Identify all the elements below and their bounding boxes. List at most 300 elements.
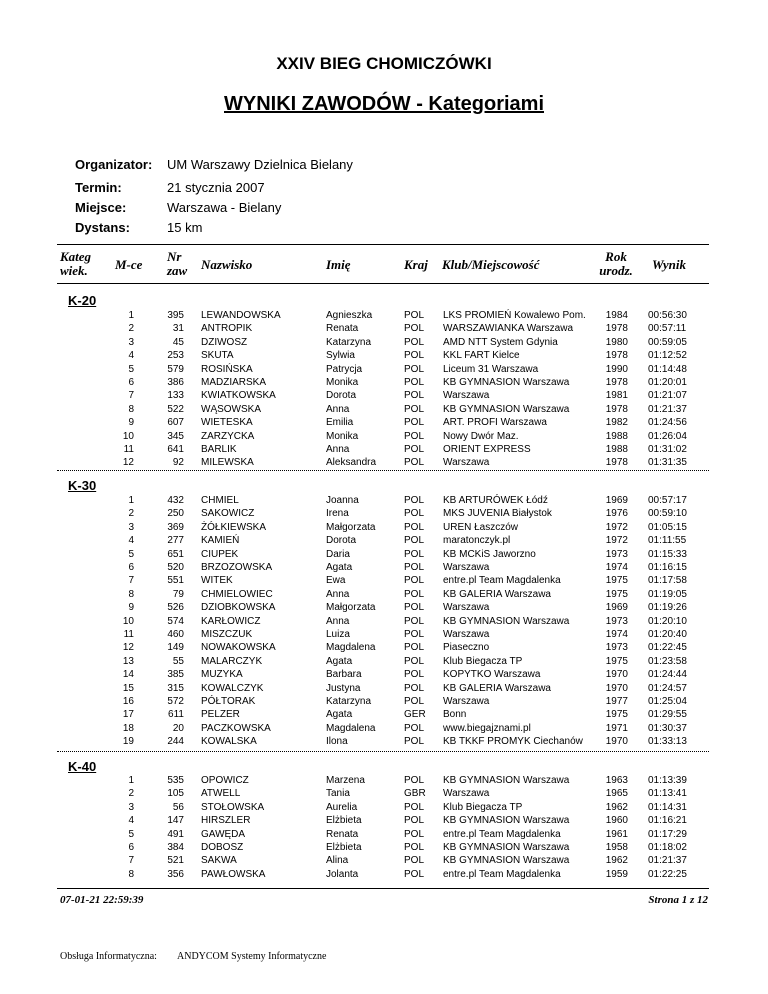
cell-bib-number: 149 bbox=[167, 642, 184, 654]
cell-first-name: Anna bbox=[326, 403, 350, 415]
cell-place: 9 bbox=[128, 602, 134, 614]
cell-result-time: 01:20:40 bbox=[648, 629, 687, 640]
cell-first-name: Monika bbox=[326, 430, 359, 442]
cell-country: POL bbox=[404, 310, 425, 321]
cell-club: KB ARTURÓWEK Łódź bbox=[443, 495, 548, 506]
cell-club: MKS JUVENIA Białystok bbox=[443, 508, 552, 520]
cell-birth-year: 1971 bbox=[605, 722, 628, 734]
cell-bib-number: 651 bbox=[167, 548, 184, 560]
cell-bib-number: 522 bbox=[167, 403, 184, 415]
cell-bib-number: 641 bbox=[167, 444, 184, 455]
header-kateg-line2: wiek. bbox=[60, 263, 88, 278]
info-label: Dystans: bbox=[75, 220, 130, 235]
cell-club: entre.pl Team Magdalenka bbox=[443, 575, 561, 587]
cell-club: ART. PROFI Warszawa bbox=[443, 417, 547, 429]
cell-club: Warszawa bbox=[443, 390, 490, 402]
info-value: 21 stycznia 2007 bbox=[167, 180, 265, 195]
cell-place: 5 bbox=[128, 548, 134, 560]
cell-place: 1 bbox=[128, 310, 134, 321]
cell-country: POL bbox=[404, 377, 425, 388]
cell-birth-year: 1982 bbox=[605, 417, 628, 429]
header-imie: Imię bbox=[326, 257, 351, 272]
table-row bbox=[0, 561, 768, 574]
cell-place: 2 bbox=[128, 788, 134, 800]
cell-bib-number: 521 bbox=[167, 855, 184, 867]
cell-place: 8 bbox=[128, 588, 134, 600]
table-row bbox=[0, 668, 768, 681]
table-row bbox=[0, 868, 768, 881]
cell-birth-year: 1978 bbox=[605, 350, 628, 362]
cell-result-time: 01:17:29 bbox=[648, 828, 687, 840]
service-company: ANDYCOM Systemy Informatyczne bbox=[177, 951, 327, 962]
cell-birth-year: 1974 bbox=[605, 562, 628, 573]
cell-first-name: Sylwia bbox=[326, 350, 355, 362]
results-title bbox=[0, 93, 768, 116]
cell-result-time: 01:13:39 bbox=[648, 775, 687, 786]
cell-bib-number: 611 bbox=[168, 709, 184, 721]
cell-bib-number: 345 bbox=[167, 430, 184, 442]
cell-country: POL bbox=[404, 615, 425, 627]
table-row bbox=[0, 494, 768, 507]
cell-result-time: 01:16:15 bbox=[648, 562, 687, 573]
table-row bbox=[0, 389, 768, 402]
cell-place: 7 bbox=[128, 575, 134, 587]
header-nr-line2: zaw bbox=[167, 263, 188, 278]
cell-place: 11 bbox=[123, 629, 134, 640]
cell-result-time: 00:59:10 bbox=[648, 508, 687, 520]
cell-place: 8 bbox=[128, 403, 134, 415]
cell-bib-number: 384 bbox=[167, 842, 184, 853]
cell-club: KB GYMNASION Warszawa bbox=[443, 815, 570, 827]
cell-surname: SAKWA bbox=[201, 855, 237, 867]
cell-first-name: Katarzyna bbox=[326, 336, 372, 348]
cell-bib-number: 535 bbox=[167, 775, 184, 786]
cell-country: POL bbox=[404, 350, 425, 362]
header-wynik: Wynik bbox=[652, 257, 686, 272]
table-row bbox=[0, 309, 768, 322]
table-row bbox=[0, 828, 768, 841]
cell-birth-year: 1978 bbox=[605, 403, 628, 415]
cell-country: POL bbox=[404, 535, 425, 547]
cell-result-time: 01:24:57 bbox=[648, 682, 687, 694]
cell-country: POL bbox=[404, 444, 425, 455]
cell-bib-number: 386 bbox=[167, 377, 184, 388]
cell-first-name: Magdalena bbox=[326, 642, 376, 654]
table-row bbox=[0, 456, 768, 469]
cell-bib-number: 369 bbox=[167, 521, 184, 533]
cell-birth-year: 1976 bbox=[605, 508, 628, 520]
cell-club: KB MCKiS Jaworzno bbox=[443, 548, 536, 560]
cell-country: POL bbox=[404, 868, 425, 880]
cell-birth-year: 1970 bbox=[605, 736, 628, 748]
table-row bbox=[0, 787, 768, 800]
cell-country: POL bbox=[404, 390, 425, 402]
header-rok-line1: Rok bbox=[605, 249, 627, 264]
cell-result-time: 01:24:44 bbox=[648, 669, 687, 681]
cell-birth-year: 1973 bbox=[605, 615, 628, 627]
cell-surname: DOBOSZ bbox=[201, 842, 244, 853]
cell-first-name: Barbara bbox=[326, 669, 362, 681]
cell-surname: MISZCZUK bbox=[201, 629, 253, 640]
cell-surname: PELZER bbox=[201, 709, 240, 721]
info-label: Organizator: bbox=[75, 157, 153, 172]
cell-birth-year: 1972 bbox=[605, 521, 628, 533]
cell-place: 9 bbox=[128, 417, 134, 429]
cell-first-name: Daria bbox=[326, 548, 350, 560]
cell-birth-year: 1969 bbox=[605, 495, 628, 506]
cell-birth-year: 1978 bbox=[605, 457, 628, 469]
cell-surname: MALARCZYK bbox=[201, 655, 263, 667]
cell-surname: PACZKOWSKA bbox=[201, 722, 271, 734]
table-row bbox=[0, 336, 768, 349]
cell-country: POL bbox=[404, 548, 425, 560]
cell-result-time: 01:19:26 bbox=[648, 602, 687, 614]
cell-club: Klub Biegacza TP bbox=[443, 655, 523, 667]
cell-country: POL bbox=[404, 417, 425, 429]
cell-country: POL bbox=[404, 457, 425, 469]
table-row bbox=[0, 708, 768, 721]
header-nr bbox=[167, 250, 187, 278]
cell-club: Warszawa bbox=[443, 629, 490, 640]
cell-place: 11 bbox=[123, 444, 134, 455]
cell-birth-year: 1978 bbox=[605, 377, 628, 388]
cell-birth-year: 1980 bbox=[605, 336, 628, 348]
cell-surname: STOŁOWSKA bbox=[201, 801, 265, 813]
cell-country: POL bbox=[404, 602, 425, 614]
cell-result-time: 01:21:37 bbox=[648, 855, 687, 867]
cell-club: Warszawa bbox=[443, 696, 490, 707]
cell-first-name: Ilona bbox=[326, 736, 348, 748]
cell-club: LKS PROMIEŃ Kowalewo Pom. bbox=[443, 310, 586, 321]
cell-bib-number: 31 bbox=[172, 323, 184, 335]
cell-surname: BARLIK bbox=[201, 444, 237, 455]
cell-place: 10 bbox=[122, 430, 134, 442]
cell-club: WARSZAWIANKA Warszawa bbox=[443, 323, 574, 335]
header-klub: Klub/Miejscowość bbox=[442, 257, 540, 272]
cell-birth-year: 1978 bbox=[605, 323, 628, 335]
table-row bbox=[0, 403, 768, 416]
table-row bbox=[0, 628, 768, 641]
cell-result-time: 01:30:37 bbox=[648, 722, 687, 734]
cell-first-name: Emilia bbox=[326, 417, 354, 429]
cell-club: KB GYMNASION Warszawa bbox=[443, 403, 570, 415]
cell-place: 6 bbox=[128, 842, 134, 853]
cell-first-name: Elżbieta bbox=[326, 815, 362, 827]
table-row bbox=[0, 854, 768, 867]
cell-place: 5 bbox=[128, 828, 134, 840]
cell-country: POL bbox=[404, 588, 425, 600]
cell-birth-year: 1959 bbox=[605, 868, 628, 880]
table-row bbox=[0, 682, 768, 695]
table-row bbox=[0, 814, 768, 827]
cell-bib-number: 105 bbox=[167, 788, 184, 800]
cell-first-name: Dorota bbox=[326, 390, 357, 402]
cell-surname: WITEK bbox=[201, 575, 233, 587]
cell-birth-year: 1975 bbox=[605, 588, 628, 600]
cell-result-time: 01:21:37 bbox=[648, 403, 687, 415]
cell-bib-number: 385 bbox=[167, 669, 184, 681]
cell-surname: ŻÓŁKIEWSKA bbox=[201, 521, 267, 533]
cell-birth-year: 1961 bbox=[605, 828, 628, 840]
cell-club: UREN Łaszczów bbox=[443, 521, 519, 533]
table-row bbox=[0, 416, 768, 429]
cell-first-name: Małgorzata bbox=[326, 602, 376, 614]
cell-country: POL bbox=[404, 521, 425, 533]
header-kraj: Kraj bbox=[404, 257, 428, 272]
cell-birth-year: 1973 bbox=[605, 548, 628, 560]
cell-bib-number: 133 bbox=[167, 390, 184, 402]
table-row bbox=[0, 534, 768, 547]
cell-club: KB TKKF PROMYK Ciechanów bbox=[443, 736, 583, 748]
table-row bbox=[0, 443, 768, 456]
cell-club: KB GYMNASION Warszawa bbox=[443, 615, 570, 627]
cell-result-time: 01:16:21 bbox=[648, 815, 687, 827]
cell-country: POL bbox=[404, 736, 425, 748]
cell-result-time: 01:17:58 bbox=[648, 575, 687, 587]
cell-surname: MADZIARSKA bbox=[201, 377, 267, 388]
header-top-rule bbox=[57, 244, 709, 245]
cell-country: POL bbox=[404, 775, 425, 786]
cell-place: 18 bbox=[122, 722, 134, 734]
cell-result-time: 00:57:11 bbox=[648, 323, 687, 335]
cell-first-name: Marzena bbox=[326, 775, 365, 786]
cell-country: POL bbox=[404, 642, 425, 654]
cell-surname: PAWŁOWSKA bbox=[201, 868, 266, 880]
cell-first-name: Justyna bbox=[326, 682, 361, 694]
cell-first-name: Luiza bbox=[326, 629, 350, 640]
cell-birth-year: 1970 bbox=[605, 669, 628, 681]
cell-surname: KARŁOWICZ bbox=[201, 615, 261, 627]
cell-surname: CHMIELOWIEC bbox=[201, 588, 273, 600]
table-row bbox=[0, 641, 768, 654]
cell-birth-year: 1972 bbox=[605, 535, 628, 547]
cell-birth-year: 1990 bbox=[605, 363, 628, 375]
cell-result-time: 01:31:02 bbox=[648, 444, 687, 455]
cell-result-time: 01:26:04 bbox=[648, 430, 687, 442]
cell-club: Klub Biegacza TP bbox=[443, 801, 523, 813]
cell-club: entre.pl Team Magdalenka bbox=[443, 868, 561, 880]
info-value: 15 km bbox=[167, 220, 203, 235]
cell-country: POL bbox=[404, 336, 425, 348]
cell-surname: CHMIEL bbox=[201, 495, 239, 506]
table-row bbox=[0, 574, 768, 587]
cell-bib-number: 56 bbox=[172, 801, 184, 813]
cell-result-time: 01:14:48 bbox=[648, 363, 687, 375]
cell-birth-year: 1973 bbox=[605, 642, 628, 654]
cell-first-name: Tania bbox=[326, 788, 350, 800]
cell-first-name: Magdalena bbox=[326, 722, 376, 734]
cell-surname: LEWANDOWSKA bbox=[201, 310, 281, 321]
cell-bib-number: 607 bbox=[167, 417, 184, 429]
cell-birth-year: 1975 bbox=[605, 575, 628, 587]
cell-surname: KOWALSKA bbox=[201, 736, 257, 748]
cell-place: 4 bbox=[128, 535, 134, 547]
header-kateg-line1: Kateg bbox=[60, 249, 92, 264]
cell-result-time: 01:24:56 bbox=[648, 417, 687, 429]
cell-result-time: 01:22:45 bbox=[648, 642, 687, 654]
table-row bbox=[0, 735, 768, 748]
cell-place: 7 bbox=[128, 390, 134, 402]
cell-first-name: Dorota bbox=[326, 535, 357, 547]
header-nr-line1: Nr bbox=[167, 249, 182, 264]
cell-birth-year: 1981 bbox=[605, 390, 628, 402]
table-row bbox=[0, 548, 768, 561]
cell-birth-year: 1965 bbox=[605, 788, 628, 800]
table-row bbox=[0, 349, 768, 362]
cell-surname: ATWELL bbox=[201, 788, 241, 800]
cell-country: POL bbox=[404, 629, 425, 640]
cell-country: GBR bbox=[404, 788, 426, 800]
cell-bib-number: 574 bbox=[167, 615, 184, 627]
print-timestamp: 07-01-21 22:59:39 bbox=[60, 894, 144, 906]
cell-place: 15 bbox=[122, 682, 134, 694]
cell-surname: WĄSOWSKA bbox=[201, 403, 262, 415]
cell-place: 13 bbox=[122, 655, 134, 667]
cell-bib-number: 572 bbox=[167, 696, 184, 707]
cell-country: POL bbox=[404, 801, 425, 813]
cell-bib-number: 356 bbox=[167, 868, 184, 880]
cell-birth-year: 1958 bbox=[605, 842, 628, 853]
cell-club: KB GYMNASION Warszawa bbox=[443, 842, 570, 853]
cell-place: 6 bbox=[128, 562, 134, 573]
cell-result-time: 01:14:31 bbox=[648, 801, 687, 813]
cell-bib-number: 315 bbox=[167, 682, 184, 694]
cell-club: Piaseczno bbox=[443, 642, 490, 654]
cell-birth-year: 1984 bbox=[605, 310, 628, 321]
cell-result-time: 01:21:07 bbox=[648, 390, 687, 402]
cell-first-name: Agata bbox=[326, 709, 353, 721]
cell-country: POL bbox=[404, 655, 425, 667]
header-rok bbox=[598, 250, 634, 278]
cell-country: POL bbox=[404, 842, 425, 853]
cell-club: Warszawa bbox=[443, 788, 490, 800]
cell-country: POL bbox=[404, 828, 425, 840]
table-row bbox=[0, 507, 768, 520]
cell-first-name: Agnieszka bbox=[326, 310, 373, 321]
cell-club: AMD NTT System Gdynia bbox=[443, 336, 558, 348]
cell-birth-year: 1988 bbox=[605, 444, 628, 455]
cell-first-name: Renata bbox=[326, 828, 359, 840]
cell-surname: MUZYKA bbox=[201, 669, 243, 681]
cell-result-time: 01:22:25 bbox=[648, 868, 687, 880]
cell-bib-number: 551 bbox=[167, 575, 184, 587]
cell-place: 10 bbox=[122, 615, 134, 627]
cell-result-time: 01:18:02 bbox=[648, 842, 687, 853]
category-heading: K-20 bbox=[68, 293, 97, 308]
table-row bbox=[0, 841, 768, 854]
cell-club: ORIENT EXPRESS bbox=[443, 444, 531, 455]
header-kateg bbox=[60, 250, 91, 278]
cell-club: KKL FART Kielce bbox=[443, 350, 520, 362]
cell-club: KB GALERIA Warszawa bbox=[443, 588, 551, 600]
cell-surname: PÓŁTORAK bbox=[201, 696, 256, 707]
cell-result-time: 01:12:52 bbox=[648, 350, 687, 362]
table-row bbox=[0, 521, 768, 534]
cell-country: POL bbox=[404, 722, 425, 734]
cell-result-time: 01:11:55 bbox=[648, 535, 687, 547]
cell-place: 2 bbox=[128, 323, 134, 335]
table-row bbox=[0, 801, 768, 814]
cell-birth-year: 1969 bbox=[605, 602, 628, 614]
cell-bib-number: 250 bbox=[167, 508, 184, 520]
cell-country: POL bbox=[404, 323, 425, 335]
cell-country: POL bbox=[404, 430, 425, 442]
cell-surname: OPOWICZ bbox=[201, 775, 249, 786]
cell-first-name: Małgorzata bbox=[326, 521, 376, 533]
cell-surname: KAMIEŃ bbox=[201, 535, 240, 547]
cell-surname: SAKOWICZ bbox=[201, 508, 255, 520]
cell-bib-number: 79 bbox=[172, 588, 184, 600]
category-separator bbox=[57, 751, 709, 752]
cell-bib-number: 45 bbox=[172, 336, 184, 348]
cell-place: 1 bbox=[128, 495, 134, 506]
cell-club: KB GALERIA Warszawa bbox=[443, 682, 551, 694]
cell-first-name: Agata bbox=[326, 655, 353, 667]
info-value: UM Warszawy Dzielnica Bielany bbox=[167, 157, 353, 172]
cell-result-time: 01:19:05 bbox=[648, 588, 687, 600]
cell-country: POL bbox=[404, 575, 425, 587]
category-heading: K-30 bbox=[68, 478, 97, 493]
cell-place: 1 bbox=[128, 775, 134, 786]
table-row bbox=[0, 655, 768, 668]
cell-surname: WIETESKA bbox=[201, 417, 253, 429]
cell-first-name: Irena bbox=[326, 508, 349, 520]
cell-result-time: 01:15:33 bbox=[648, 548, 687, 560]
cell-place: 4 bbox=[128, 815, 134, 827]
table-row bbox=[0, 601, 768, 614]
header-rok-line2: urodz. bbox=[599, 263, 633, 278]
table-row bbox=[0, 363, 768, 376]
cell-result-time: 00:57:17 bbox=[648, 495, 687, 506]
cell-place: 2 bbox=[128, 508, 134, 520]
cell-club: www.biegajznami.pl bbox=[443, 722, 531, 734]
cell-first-name: Agata bbox=[326, 562, 353, 573]
table-row bbox=[0, 695, 768, 708]
cell-bib-number: 526 bbox=[167, 602, 184, 614]
cell-country: POL bbox=[404, 562, 425, 573]
cell-first-name: Patrycja bbox=[326, 363, 363, 375]
cell-birth-year: 1974 bbox=[605, 629, 628, 640]
info-label: Termin: bbox=[75, 180, 122, 195]
cell-first-name: Ewa bbox=[326, 575, 346, 587]
header-mce: M-ce bbox=[115, 257, 143, 272]
cell-birth-year: 1963 bbox=[605, 775, 628, 786]
cell-result-time: 01:25:04 bbox=[648, 696, 687, 707]
cell-first-name: Katarzyna bbox=[326, 696, 372, 707]
cell-first-name: Anna bbox=[326, 444, 350, 455]
cell-surname: NOWAKOWSKA bbox=[201, 642, 276, 654]
cell-bib-number: 92 bbox=[172, 457, 184, 469]
page-number: Strona 1 z 12 bbox=[648, 894, 708, 906]
cell-birth-year: 1962 bbox=[605, 801, 628, 813]
cell-country: GER bbox=[404, 709, 426, 721]
cell-bib-number: 244 bbox=[167, 736, 184, 748]
cell-bib-number: 460 bbox=[167, 629, 184, 640]
cell-surname: ANTROPIK bbox=[201, 323, 253, 335]
cell-first-name: Aleksandra bbox=[326, 457, 377, 469]
cell-result-time: 01:05:15 bbox=[648, 521, 687, 533]
cell-first-name: Anna bbox=[326, 615, 350, 627]
cell-place: 3 bbox=[128, 521, 134, 533]
cell-bib-number: 147 bbox=[167, 815, 184, 827]
cell-club: Warszawa bbox=[443, 457, 490, 469]
event-title: XXIV BIEG CHOMICZÓWKI bbox=[276, 54, 492, 73]
cell-bib-number: 55 bbox=[172, 655, 184, 667]
cell-club: KB GYMNASION Warszawa bbox=[443, 377, 570, 388]
cell-bib-number: 253 bbox=[167, 350, 184, 362]
cell-first-name: Anna bbox=[326, 588, 350, 600]
cell-result-time: 01:23:58 bbox=[648, 655, 687, 667]
